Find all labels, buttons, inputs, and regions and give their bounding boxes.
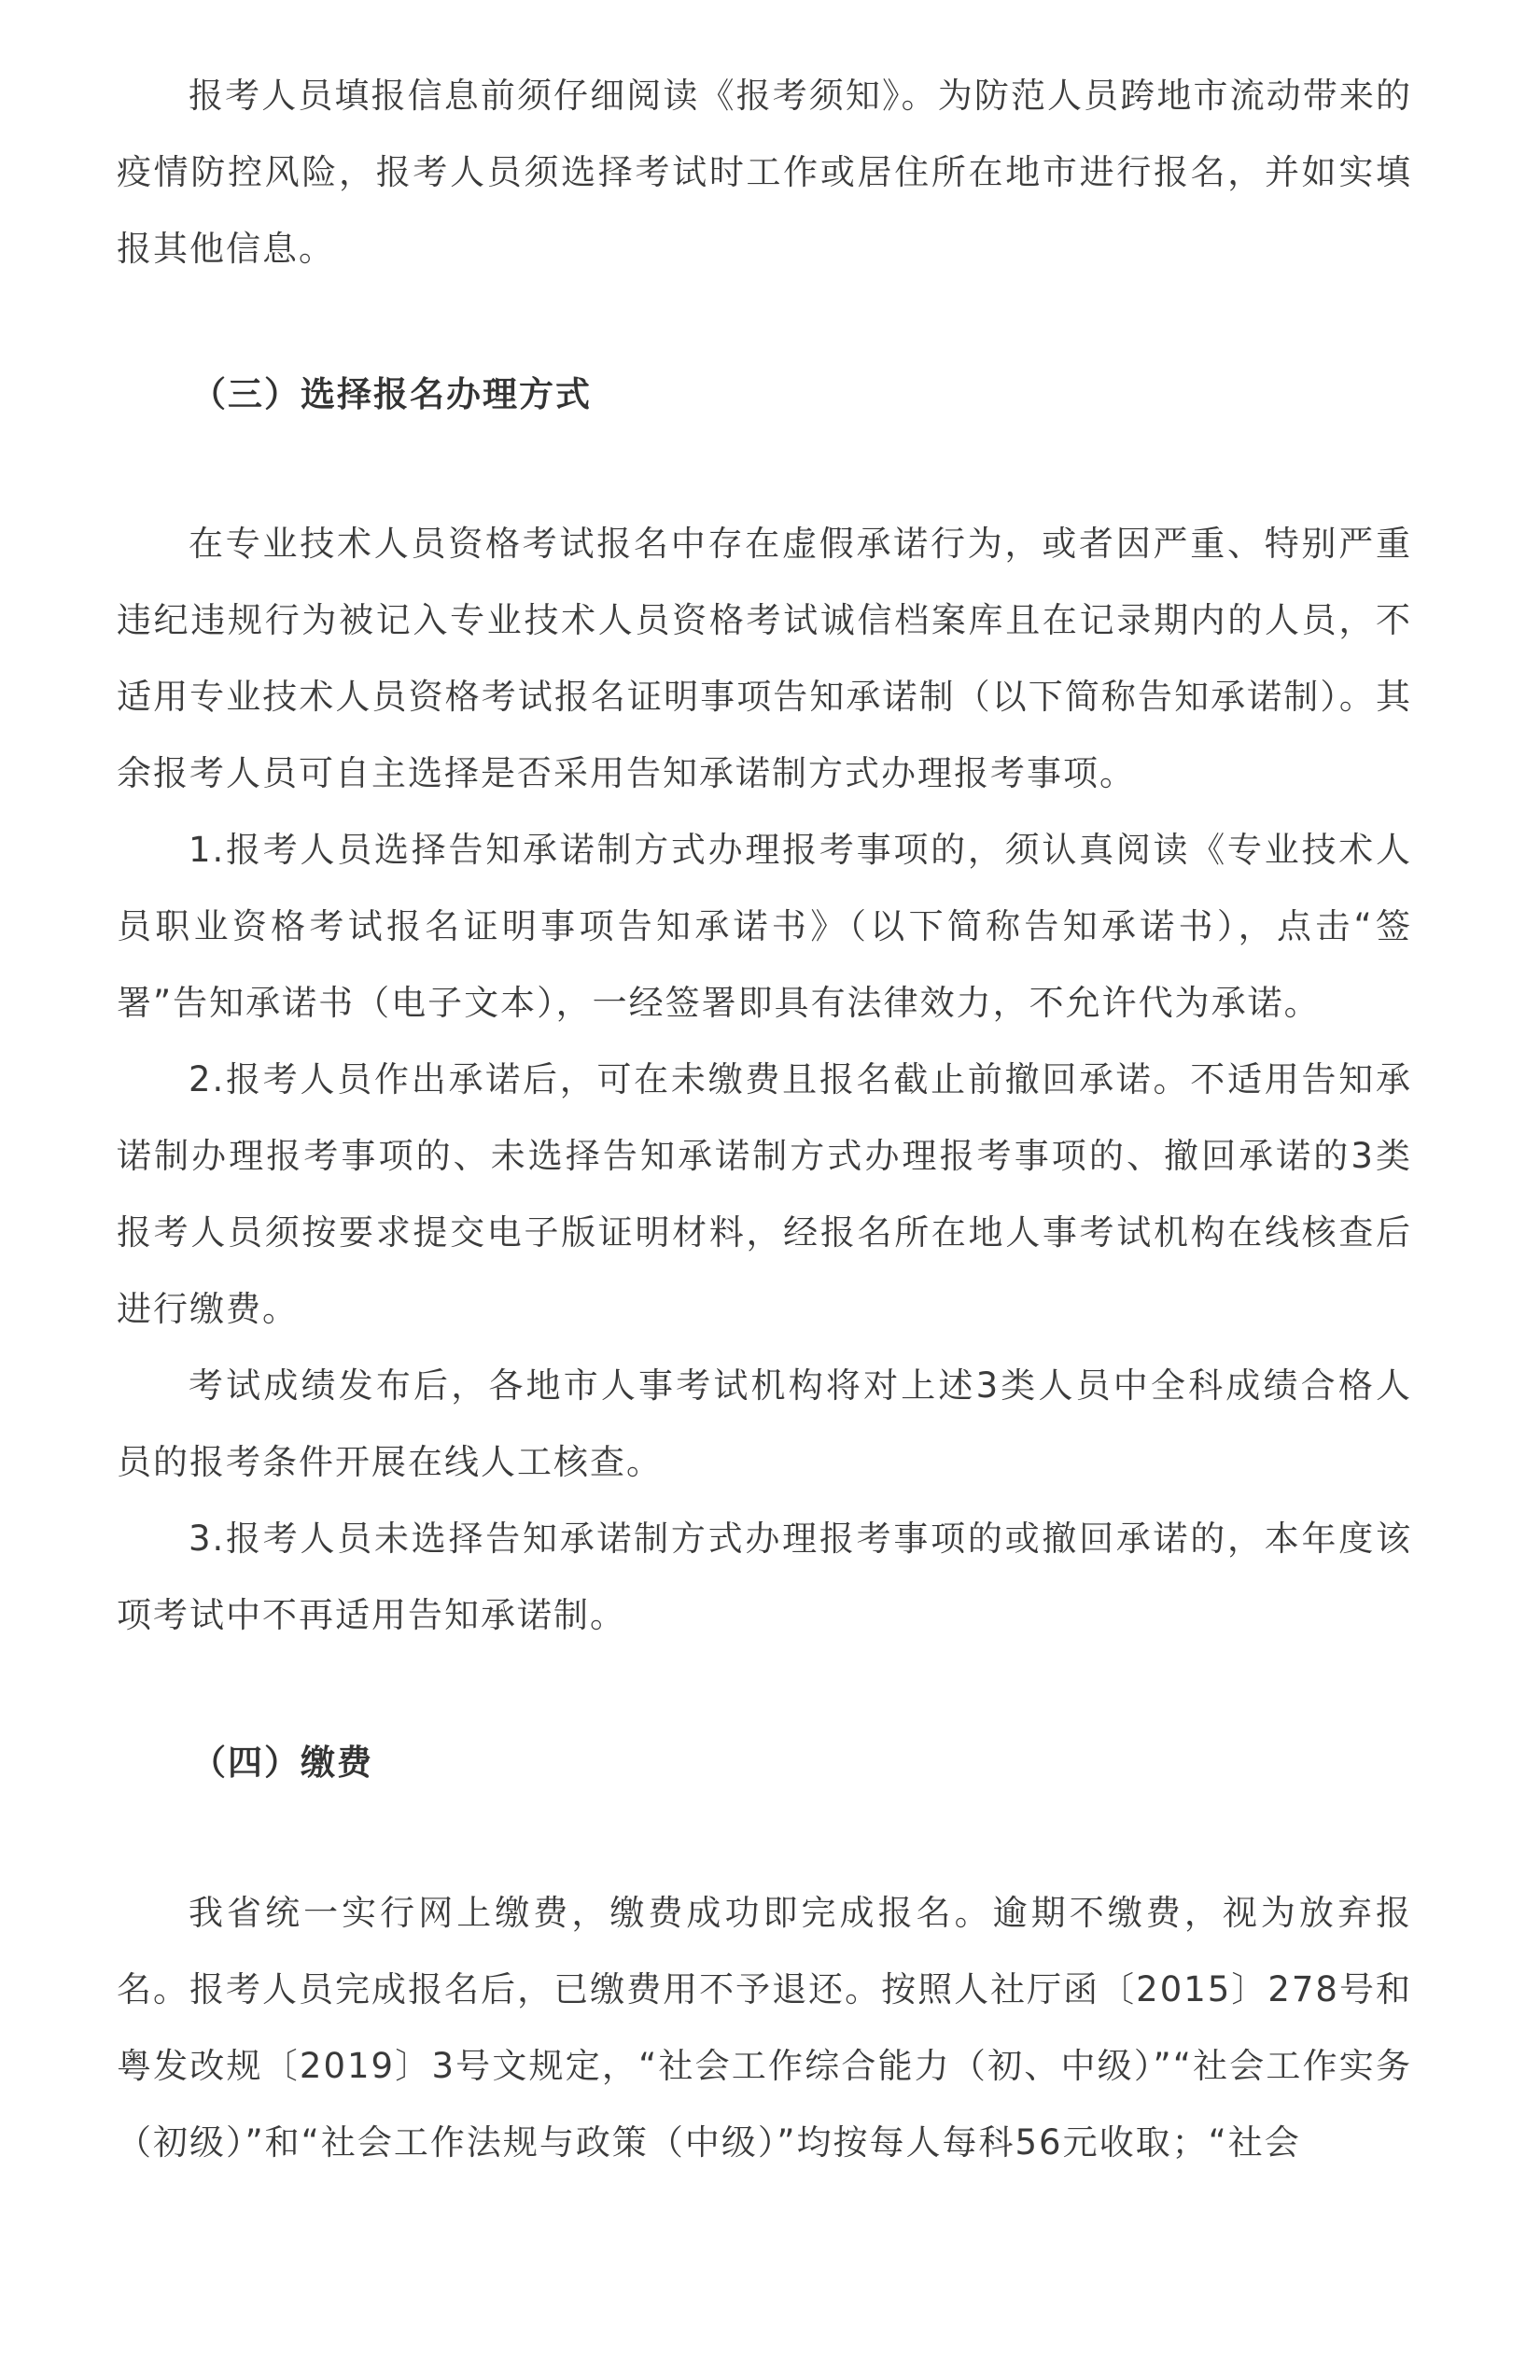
section-3-note: 考试成绩发布后，各地市人事考试机构将对上述3类人员中全科成绩合格人员的报考条件开展在线人工核查。	[117, 1365, 1412, 1482]
section-3-paragraph: 在专业技术人员资格考试报名中存在虚假承诺行为，或者因严重、特别严重违纪违规行为被记入专业技术人员资格考试诚信档案库且在记录期内的人员，不适用专业技术人员资格考试报名证明事项告知承诺制（以下简称告知承诺制）。其余报考人员可自主选择是否采用告知承诺制方式办理报考事项。	[117, 524, 1412, 793]
intro-paragraph: 报考人员填报信息前须仔细阅读《报考须知》。为防范人员跨地市流动带来的疫情防控风险，报考人员须选择考试时工作或居住所在地市进行报名，并如实填报其他信息。	[117, 76, 1412, 269]
section-3-item-3: 3.报考人员未选择告知承诺制方式办理报考事项的或撤回承诺的，本年度该项考试中不再适用告知承诺制。	[117, 1519, 1412, 1635]
section-3-item-1: 1.报考人员选择告知承诺制方式办理报考事项的，须认真阅读《专业技术人员职业资格考试报名证明事项告知承诺书》（以下简称告知承诺书），点击“签署”告知承诺书（电子文本），一经签署即具有法律效力，不允许代为承诺。	[117, 830, 1412, 1023]
section-3-heading: （三）选择报名办理方式	[191, 374, 592, 414]
section-4-paragraph: 我省统一实行网上缴费，缴费成功即完成报名。逾期不缴费，视为放弃报名。报考人员完成报名后，已缴费用不予退还。按照人社厅函〔2015〕278号和粤发改规〔2019〕3号文规定，“社会工作综合能力（初、中级）”“社会工作实务（初级）”和“社会工作法规与政策（中级）”均按每人每科56元收取；“社会	[117, 1893, 1412, 2163]
section-3-item-2: 2.报考人员作出承诺后，可在未缴费且报名截止前撤回承诺。不适用告知承诺制办理报考事项的、未选择告知承诺制方式办理报考事项的、撤回承诺的3类报考人员须按要求提交电子版证明材料，经报名所在地人事考试机构在线核查后进行缴费。	[117, 1059, 1412, 1329]
section-4-heading: （四）缴费	[191, 1743, 373, 1783]
